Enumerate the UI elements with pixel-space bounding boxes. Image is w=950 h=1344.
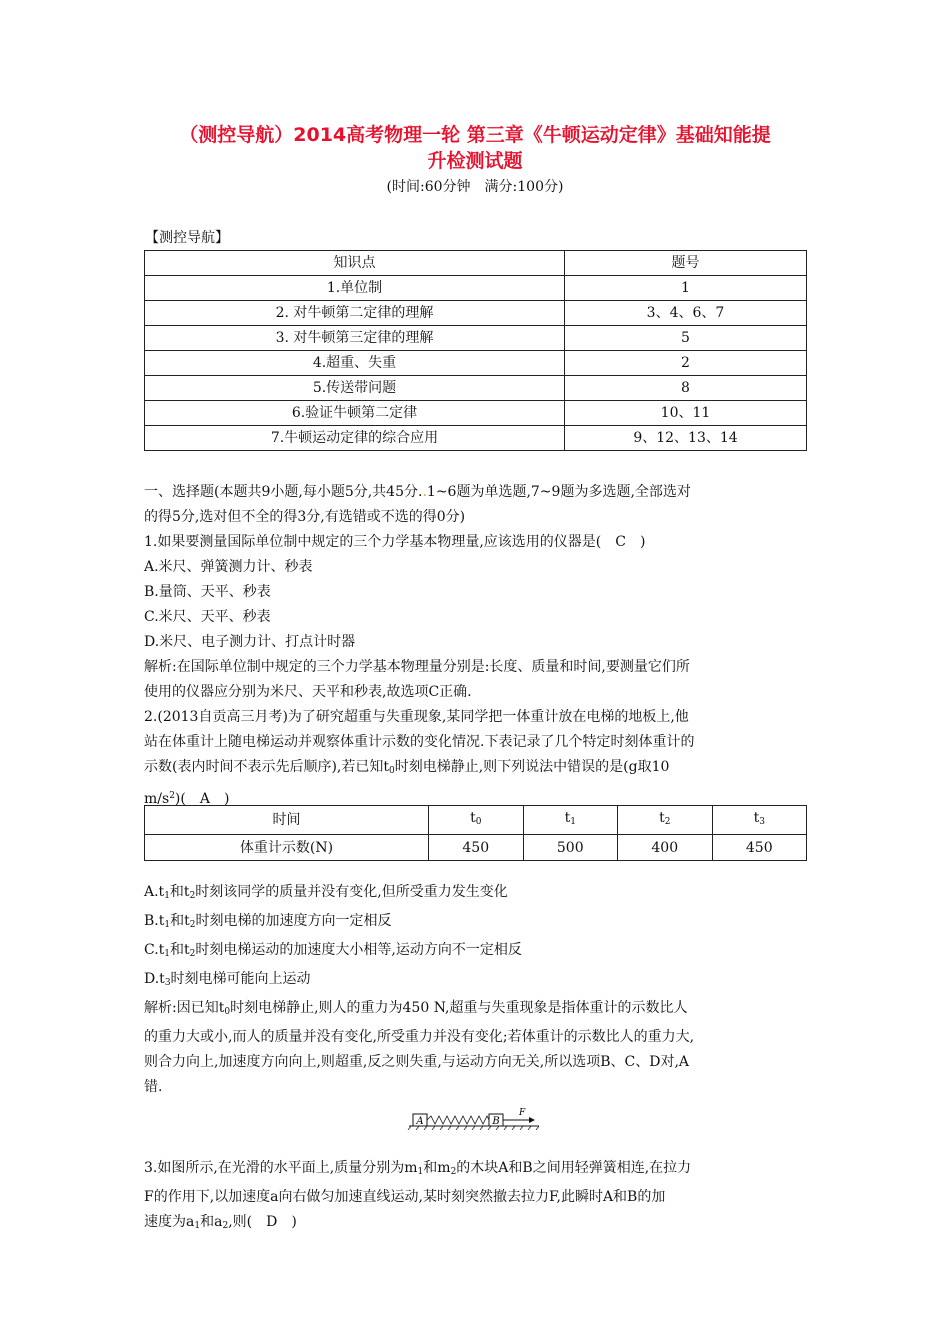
subscript: 2	[189, 891, 196, 901]
text-part: 和m	[423, 1160, 451, 1176]
time-symbol: t	[470, 810, 476, 826]
nav-table	[144, 250, 807, 451]
block-b-label: B	[492, 1116, 500, 1127]
question-numbers: 2	[565, 351, 807, 376]
q1-analysis-line-1: 解析:在国际单位制中规定的三个力学基本物理量分别是:长度、质量和时间,要测量它们所	[144, 659, 690, 675]
subscript: 1	[164, 891, 170, 901]
knowledge-point: 2. 对牛顿第二定律的理解	[145, 301, 565, 326]
text-part: 和t	[169, 884, 190, 900]
spring-blocks-figure	[405, 1106, 541, 1130]
q2-analysis-line-2: 的重力大或小,而人的质量并没有变化,所受重力并没有变化;若体重计的示数比人的重力大,	[144, 1029, 695, 1045]
q2-analysis-line-3: 则合力向上,加速度方向向上,则超重,反之则失重,与运动方向无关,所以选项B、C、D对,A	[144, 1054, 690, 1070]
q2-stem-line-1: 2.(2013自贡高三月考)为了研究超重与失重现象,某同学把一体重计放在电梯的地板上,他	[144, 709, 689, 725]
subscript: 0	[389, 766, 395, 776]
text-part: 的木块A和B之间用轻弹簧相连,在拉力	[456, 1160, 692, 1176]
q2-option-c	[144, 938, 814, 967]
table-row	[145, 401, 807, 426]
time-label: 时间	[145, 806, 429, 835]
table-header-row	[145, 251, 807, 276]
text-part: 3.如图所示,在光滑的水平面上,质量分别为m	[144, 1160, 418, 1176]
stray-dot-mark: .	[422, 484, 427, 500]
subscript: 2	[189, 920, 196, 930]
q2-options-and-analysis	[144, 880, 814, 1100]
time-symbol: t	[659, 810, 665, 826]
subscript: 1	[417, 1167, 424, 1177]
text-part: 时刻电梯的加速度方向一定相反	[195, 913, 392, 929]
time-cell	[429, 806, 524, 835]
document-title	[100, 122, 850, 174]
q1-option-c: C.米尺、天平、秒表	[144, 609, 271, 625]
section-instructions-line-1	[144, 480, 814, 505]
knowledge-point: 7.牛顿运动定律的综合应用	[145, 426, 565, 451]
subscript: 2	[664, 817, 671, 827]
time-cell	[712, 806, 807, 835]
reading-value: 450	[429, 835, 524, 861]
knowledge-point: 4.超重、失重	[145, 351, 565, 376]
text-part: 速度为a	[144, 1214, 195, 1230]
subscript: 3	[759, 817, 765, 827]
subscript: 1	[164, 920, 171, 930]
q3-stem-line-2: F的作用下,以加速度a向右做匀加速直线运动,某时刻突然撤去拉力F,此瞬时A和B的加	[144, 1189, 666, 1205]
text-part: )( A )	[174, 791, 230, 807]
time-cell	[618, 806, 713, 835]
q2-stem-line-2: 站在体重计上随电梯运动并观察体重计示数的变化情况.下表记录了几个特定时刻体重计的	[144, 734, 695, 750]
q3-stem-line-1	[144, 1156, 814, 1185]
text-part: 时刻电梯运动的加速度大小相等,运动方向不一定相反	[195, 942, 522, 958]
force-label: F	[519, 1108, 526, 1118]
section-instructions-part: 一、选择题(本题共9小题,每小题5分,共45分.	[144, 484, 423, 500]
ground-hatching	[408, 1126, 539, 1130]
q1-option-a: A.米尺、弹簧测力计、秒表	[144, 559, 313, 575]
subscript: 3	[164, 978, 171, 988]
question-numbers: 8	[565, 376, 807, 401]
text-part: 解析:因已知t	[144, 1000, 225, 1016]
subscript: 1	[194, 1221, 201, 1231]
section-instructions-line-2: 的得5分,选对但不全的得3分,有选错或不选的得0分)	[144, 509, 466, 525]
q1-analysis-line-2: 使用的仪器应分别为米尺、天平和秒表,故选项C正确.	[144, 684, 472, 700]
text-part: 时刻该同学的质量并没有变化,但所受重力发生变化	[195, 884, 508, 900]
text-part: 和t	[170, 942, 190, 958]
subscript: 1	[164, 949, 171, 959]
subscript: 0	[475, 817, 482, 827]
question-numbers: 3、4、6、7	[565, 301, 807, 326]
reading-value: 450	[712, 835, 807, 861]
knowledge-point: 5.传送带问题	[145, 376, 565, 401]
q2-stem-line-3	[144, 755, 814, 784]
q1-option-b: B.量筒、天平、秒表	[144, 584, 271, 600]
text-part: 时刻电梯静止,则下列说法中错误的是(g取10	[394, 759, 670, 775]
reading-value: 500	[523, 835, 618, 861]
spring	[427, 1116, 489, 1124]
subscript: 2	[450, 1167, 457, 1177]
text-part: ,则( D )	[228, 1214, 297, 1230]
question-numbers: 9、12、13、14	[565, 426, 807, 451]
title-line-1: （测控导航）2014高考物理一轮 第三章《牛顿运动定律》基础知能提	[179, 124, 771, 146]
q1-option-d: D.米尺、电子测力计、打点计时器	[144, 634, 356, 650]
section-and-q1-q2-text	[144, 480, 814, 812]
table-row	[145, 426, 807, 451]
text-part: 时刻电梯可能向上运动	[170, 971, 311, 987]
scale-reading-table	[144, 805, 807, 861]
text-part: m/s	[144, 791, 170, 807]
text-part: 时刻电梯静止,则人的重力为450 N,超重与失重现象是指体重计的示数比人	[230, 1000, 688, 1016]
time-symbol: t	[753, 810, 760, 826]
q2-option-a	[144, 880, 814, 909]
force-arrow-head-icon	[529, 1117, 535, 1123]
knowledge-point: 3. 对牛顿第三定律的理解	[145, 326, 565, 351]
question-numbers: 1	[565, 276, 807, 301]
q2-analysis-line-4: 错.	[144, 1079, 163, 1095]
header-question-number: 题号	[565, 251, 807, 276]
text-part: B.t	[144, 913, 165, 929]
text-part: 示数(表内时间不表示先后顺序),若已知t	[144, 759, 389, 775]
q3-stem-line-3	[144, 1210, 814, 1239]
q2-option-d	[144, 967, 814, 996]
table-row	[145, 326, 807, 351]
question-numbers: 10、11	[565, 401, 807, 426]
text-part: A.t	[144, 884, 165, 900]
text-part: D.t	[144, 971, 165, 987]
q2-option-b	[144, 909, 814, 938]
q3-text	[144, 1156, 814, 1239]
time-symbol: t	[564, 810, 571, 826]
table-row	[145, 276, 807, 301]
q1-stem: 1.如果要测量国际单位制中规定的三个力学基本物理量,应该选用的仪器是( C )	[144, 534, 646, 550]
time-cell	[523, 806, 618, 835]
text-part: 和t	[170, 913, 190, 929]
title-line-2: 升检测试题	[427, 150, 523, 172]
knowledge-point: 6.验证牛顿第二定律	[145, 401, 565, 426]
table-row	[145, 806, 807, 835]
nav-heading: 【测控导航】	[145, 230, 229, 246]
subscript: 0	[224, 1007, 231, 1017]
table-row	[145, 301, 807, 326]
reading-label: 体重计示数(N)	[145, 835, 429, 861]
section-instructions-part: 1~6题为单选题,7~9题为多选题,全部选对	[426, 484, 691, 500]
header-knowledge-point: 知识点	[145, 251, 565, 276]
q2-analysis-line-1	[144, 996, 814, 1025]
subscript: 1	[570, 817, 576, 827]
block-a-label: A	[416, 1116, 424, 1127]
table-row	[145, 351, 807, 376]
table-row	[145, 835, 807, 861]
text-part: 和a	[200, 1214, 223, 1230]
subscript: 2	[222, 1221, 229, 1231]
subscript: 2	[189, 949, 196, 959]
question-numbers: 5	[565, 326, 807, 351]
knowledge-point: 1.单位制	[145, 276, 565, 301]
text-part: C.t	[144, 942, 165, 958]
reading-value: 400	[618, 835, 713, 861]
table-row	[145, 376, 807, 401]
superscript: 2	[169, 791, 175, 801]
exam-time-score: (时间:60分钟 满分:100分)	[386, 179, 564, 195]
